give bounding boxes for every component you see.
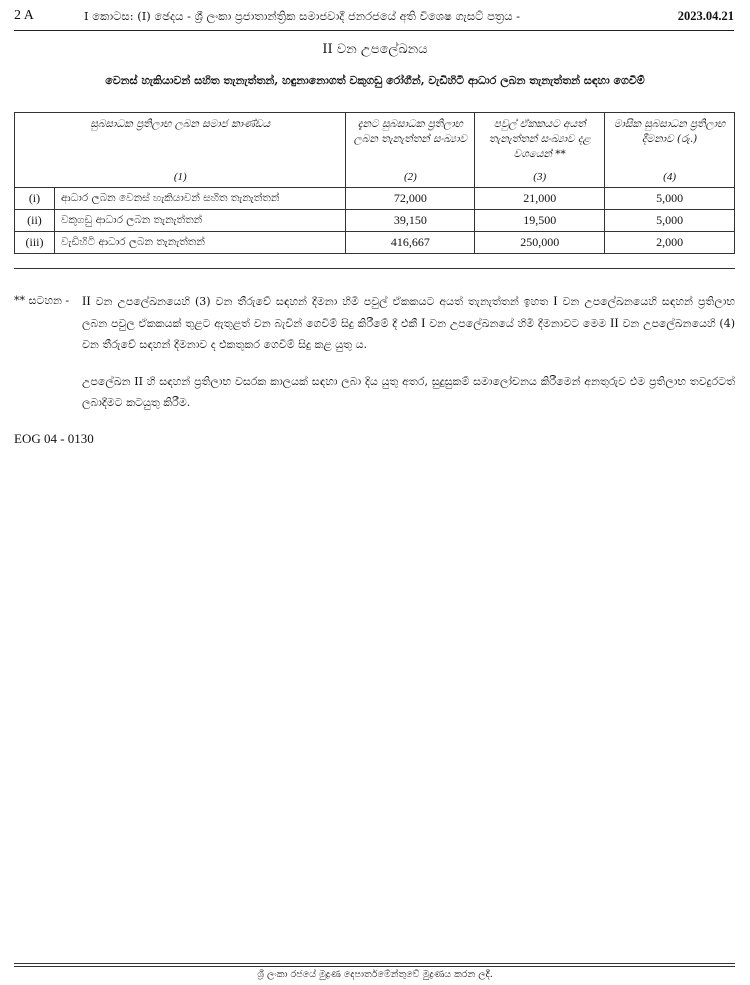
table-row [15, 232, 735, 254]
table-header-row [15, 113, 735, 188]
row-family-count: 250,000 [475, 232, 605, 254]
table-row [15, 188, 735, 210]
note-paragraph-2: උපලේඛන II හි සඳහන් ප්‍රතිලාභ වසරක කාලයක් සඳහා ලබා දිය යුතු අතර, සුදුසුකම් සමාලෝචනය කිරීමෙන් අනතුරුව එම ප්‍රතිලාභ තවදුරටත් ලබාදීමට කටයුතු කිරීම. [82, 375, 735, 409]
row-current-count: 416,667 [346, 232, 475, 254]
row-category: වකුගඩු ආධාර ලබන තැනැත්තන් [54, 210, 345, 232]
schedule-subtitle: වෙනස් හැකියාවන් සහිත තැනැත්තන්, හඳුනානොගත් වකුගඩු රෝගීන්, වැඩිහිටි ආධාර ලබන තැනැත්තන් සඳහා ගෙවීම් [105, 74, 645, 87]
reference-code: EOG 04 - 0130 [14, 431, 94, 446]
page-header [14, 4, 734, 28]
note-text-1: වන උපලේඛනයෙහි (3) වන තීරුවේ සඳහන් දීමනා හිමි පවුල් ඒකකයට අයත් තැනැත්තන් ඉහත [90, 295, 554, 308]
row-number: (ii) [15, 210, 55, 232]
header-category [15, 113, 346, 188]
printer-imprint: ශ්‍රී ලංකා රජයේ මුද්‍රණ දෙපාර්තමේන්තුවේ මුද්‍රණය කරන ලදී. [257, 969, 493, 980]
row-number: (i) [15, 188, 55, 210]
header-category-num: (1) [173, 171, 187, 183]
note-text-2: වන උපලේඛනයෙහි සඳහන් ප්‍රතිලාභ ලබන පවුල ඒකකයක් තුළට ඇතුළත් වන බැවින් ගෙවීම් සිදු කිරීමේ දී එකී [82, 295, 735, 330]
row-monthly-allowance: 5,000 [605, 210, 735, 232]
header-monthly-allowance-num: (4) [663, 171, 676, 183]
footer-rule [14, 963, 735, 964]
header-current-count [346, 113, 475, 188]
row-current-count: 72,000 [346, 188, 475, 210]
page-number: 2 A [14, 8, 34, 23]
note-text-4: වන උපලේඛනයෙහි (4) වන තීරුවේ සඳහන් දීමනාව ද එකතුකර ගෙවීම් සිදු කළ යුතු ය. [82, 317, 736, 351]
note-label: ** සටහන - [14, 294, 70, 307]
header-monthly-allowance-text: මාසික සුබසාධන ප්‍රතිලාභ දීමනාව (රු.) [613, 118, 726, 145]
schedule-title: II වන උපලේඛනය [322, 42, 428, 57]
note-roman-1: II [82, 293, 91, 308]
header-current-count-num: (2) [403, 171, 417, 183]
header-current-count-text: දැනට සුබසාධක ප්‍රතිලාභ ලබන තැනැත්තන් සංඛ්‍යාව [353, 118, 467, 145]
header-family-count-text: පවුල් ඒකකයට අයත් තැනැත්තන් සංඛ්‍යාව දළ වශයෙන් ** [488, 118, 591, 160]
header-monthly-allowance [605, 113, 735, 188]
note-paragraph-1 [82, 290, 735, 355]
row-current-count: 39,150 [346, 210, 475, 232]
section-divider [14, 268, 735, 269]
gazette-date: 2023.04.21 [677, 8, 734, 23]
row-category: වැඩිහිටි ආධාර ලබන තැනැත්තන් [54, 232, 345, 254]
row-monthly-allowance: 2,000 [605, 232, 735, 254]
benefit-table [14, 112, 735, 254]
header-family-count-num: (3) [533, 171, 547, 183]
table-row [15, 210, 735, 232]
row-monthly-allowance: 5,000 [605, 188, 735, 210]
gazette-title: I කොටස: (I) ඡෙදය - ශ්‍රී ලංකා ප්‍රජාතාන්ත්‍රික සමාජවාදී ජනරජයේ අති විශෙෂ ගැසට් පත්‍රය - [84, 8, 520, 23]
header-category-text: සුබසාධක ප්‍රතිලාභ ලබන සමාජ කාණ්ඩය [90, 118, 271, 130]
row-number: (iii) [15, 232, 55, 254]
row-family-count: 19,500 [475, 210, 605, 232]
note-body [82, 290, 735, 429]
row-family-count: 21,000 [475, 188, 605, 210]
note-roman-2: I [553, 293, 558, 308]
footer-rule [14, 966, 735, 967]
note-roman-4: II [609, 315, 619, 330]
note-roman-3: I [421, 315, 426, 330]
header-family-count [475, 113, 605, 188]
note-text-3: වන උපලේඛනයේ හිමි දීමනාවට මෙම [425, 317, 610, 330]
header-rule [14, 30, 734, 31]
row-category: ආධාර ලබන වෙනස් හැකියාවන් සහිත තැනැත්තන් [54, 188, 345, 210]
